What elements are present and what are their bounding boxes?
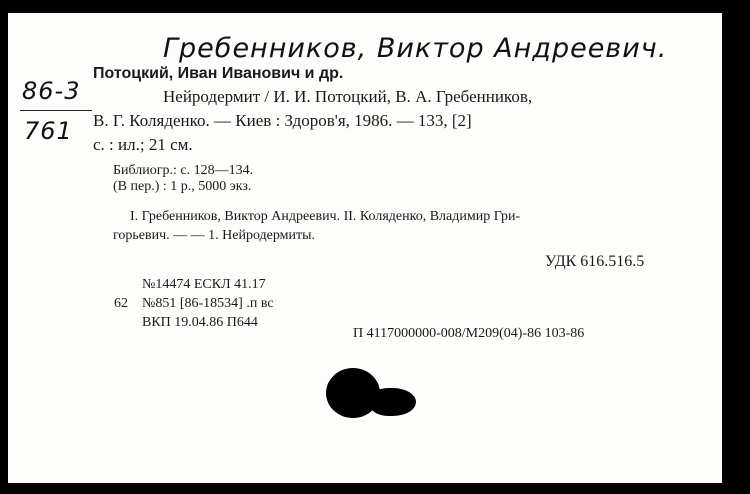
entry-tracings-line2: горьевич. — — 1. Нейродермиты. — [113, 228, 316, 243]
footer-line2-prefix: 62 — [114, 296, 128, 311]
entry-biblio: Библиогр.: с. 128—134. — [113, 163, 254, 178]
entry-title-line3: с. : ил.; 21 см. — [93, 135, 193, 154]
footer-line3: ВКП 19.04.86 П644 — [142, 315, 258, 330]
footer-line2: №851 [86-18534] .п вс — [142, 296, 274, 311]
footer-code: П 4117000000-008/М209(04)-86 103-86 — [353, 326, 585, 341]
catalog-card — [8, 13, 722, 483]
entry-price: (В пер.) : 1 р., 5000 экз. — [113, 179, 252, 194]
entry-title-line1: Нейродермит / И. И. Потоцкий, В. А. Гребенников, — [163, 87, 533, 106]
handwritten-shelf-top: 86-3 — [22, 77, 81, 105]
shelf-divider — [20, 110, 92, 111]
entry-heading: Потоцкий, Иван Иванович и др. — [93, 65, 344, 82]
entry-tracings-line1: I. Гребенников, Виктор Андреевич. II. Коляденко, Владимир Гри- — [130, 209, 521, 224]
handwritten-author-heading: Гребенников, Виктор Андреевич. — [163, 33, 668, 64]
footer-line1: №14474 ЕСКЛ 41.17 — [142, 277, 266, 292]
punch-hole-tear — [370, 388, 416, 416]
handwritten-shelf-bottom: 761 — [24, 117, 73, 145]
entry-title-line2: В. Г. Коляденко. — Киев : Здоров'я, 1986. — 133, [2] — [93, 111, 472, 130]
entry-udc: УДК 616.516.5 — [545, 253, 645, 270]
